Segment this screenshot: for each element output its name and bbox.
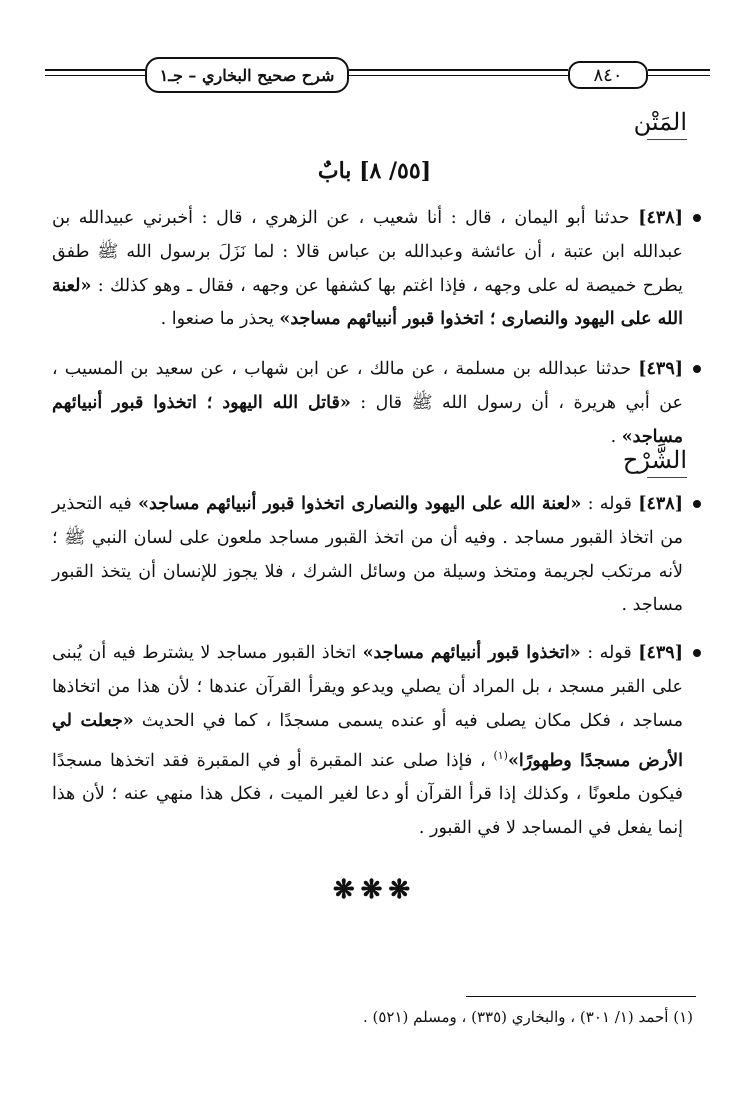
bullet-icon xyxy=(693,500,701,508)
sharh-entry xyxy=(52,488,697,623)
footnote-reference[interactable]: (١) xyxy=(493,748,508,762)
header-rule-left xyxy=(45,69,145,71)
sharh-intro: قوله : xyxy=(587,494,632,514)
chapter-heading xyxy=(0,158,749,184)
matn-hadith xyxy=(52,202,697,337)
bullet-icon xyxy=(693,649,701,657)
matn-section xyxy=(52,202,697,455)
header-rule-middle xyxy=(349,69,568,71)
sharh-quote-hadith: «جعلت لي الأرض مسجدًا وطهورًا» xyxy=(52,710,683,771)
bullet-icon xyxy=(693,214,701,222)
sharh-entry xyxy=(52,637,697,846)
hadith-text: حدثنا أبو اليمان ، قال : أنا شعيب ، عن الزهري ، قال : أخبرني عبيدالله بن عبدالله ابن عتبة ، أن عائشة وعبدالله بن عباس قالا : لما نَزَلَ برسول الله ﷺ طفق يطرح خميصة له على وجهه ، فإذا اغتم بها كشفها عن وجهه ، فقال ـ وهو كذلك : xyxy=(52,208,683,296)
sharh-section xyxy=(52,488,697,846)
sharh-intro: قوله : xyxy=(587,643,632,664)
sharh-number: [٤٣٩] xyxy=(638,643,683,664)
hadith-text-end: يحذر ما صنعوا . xyxy=(160,309,274,330)
header-rule-right xyxy=(648,69,710,71)
bullet-icon xyxy=(693,365,701,373)
hadith-number: [٤٣٨] xyxy=(638,208,683,228)
sharh-quote: «لعنة الله على اليهود والنصارى اتخذوا قبور أنبيائهم مساجد» xyxy=(138,494,582,514)
matn-label: المَتْن xyxy=(633,108,687,136)
page-number: ٨٤٠ xyxy=(568,61,648,89)
sharh-text: فيه التحذير من اتخاذ القبور مساجد . وفيه أن من اتخذ القبور مساجد ملعون على لسان النبي ﷺ ؛ لأنه مرتكب لجريمة ومتخذ وسيلة من وسائل الشرك ، فلا يجوز للإنسان أن يتخذ القبور مساجد . xyxy=(52,494,683,616)
sharh-text-end: ، فإذا صلى عند المقبرة أو في المقبرة فقد اتخذها مسجدًا فيكون ملعونًا ، وكذلك إذا قرأ القرآن أو دعا لغير الميت ، فكل هذا منهي عنه ؛ لأن هذا إنما يفعل في المساجد لا في القبور . xyxy=(52,750,683,838)
sharh-number: [٤٣٨] xyxy=(638,494,683,514)
hadith-quote: «لعنة الله على اليهود والنصارى ؛ اتخذوا قبور أنبيائهم مساجد» xyxy=(52,275,683,330)
running-header xyxy=(45,55,710,99)
chapter-title: بابٌ xyxy=(317,158,352,184)
matn-hadith xyxy=(52,353,697,454)
chapter-ref: [٥٥/ ٨] xyxy=(359,158,432,184)
hadith-text: حدثنا عبدالله بن مسلمة ، عن مالك ، عن ابن شهاب ، عن سعيد بن المسيب ، عن أبي هريرة ، أن رسول الله ﷺ قال : xyxy=(52,359,683,413)
hadith-quote: «قاتل الله اليهود ؛ اتخذوا قبور أنبيائهم مساجد» xyxy=(52,392,683,447)
hadith-number: [٤٣٩] xyxy=(638,359,683,380)
footnote-rule xyxy=(466,996,696,997)
sharh-label: الشَّرْح xyxy=(622,446,687,474)
book-title: شرح صحيح البخاري – جـ١ xyxy=(145,57,349,93)
section-separator: ❋❋❋ xyxy=(332,875,417,905)
sharh-quote: «اتخذوا قبور أنبيائهم مساجد» xyxy=(362,643,581,664)
footnote: (١) أحمد (١/ ٣٠١) ، والبخاري (٣٣٥) ، ومسلم (٥٢١) . xyxy=(362,1008,693,1026)
hadith-text-end: . xyxy=(610,426,617,447)
sharh-text: اتخاذ القبور مساجد لا يشترط فيه أن يُبنى على القبر مسجد ، بل المراد أن يصلي ويدعو ويقرأ القرآن عندها ؛ لأن هذا من اتخاذها مساجد ، فكل مكان يصلى فيه أو عنده يسمى مسجدًا ، كما في الحديث xyxy=(52,643,683,731)
